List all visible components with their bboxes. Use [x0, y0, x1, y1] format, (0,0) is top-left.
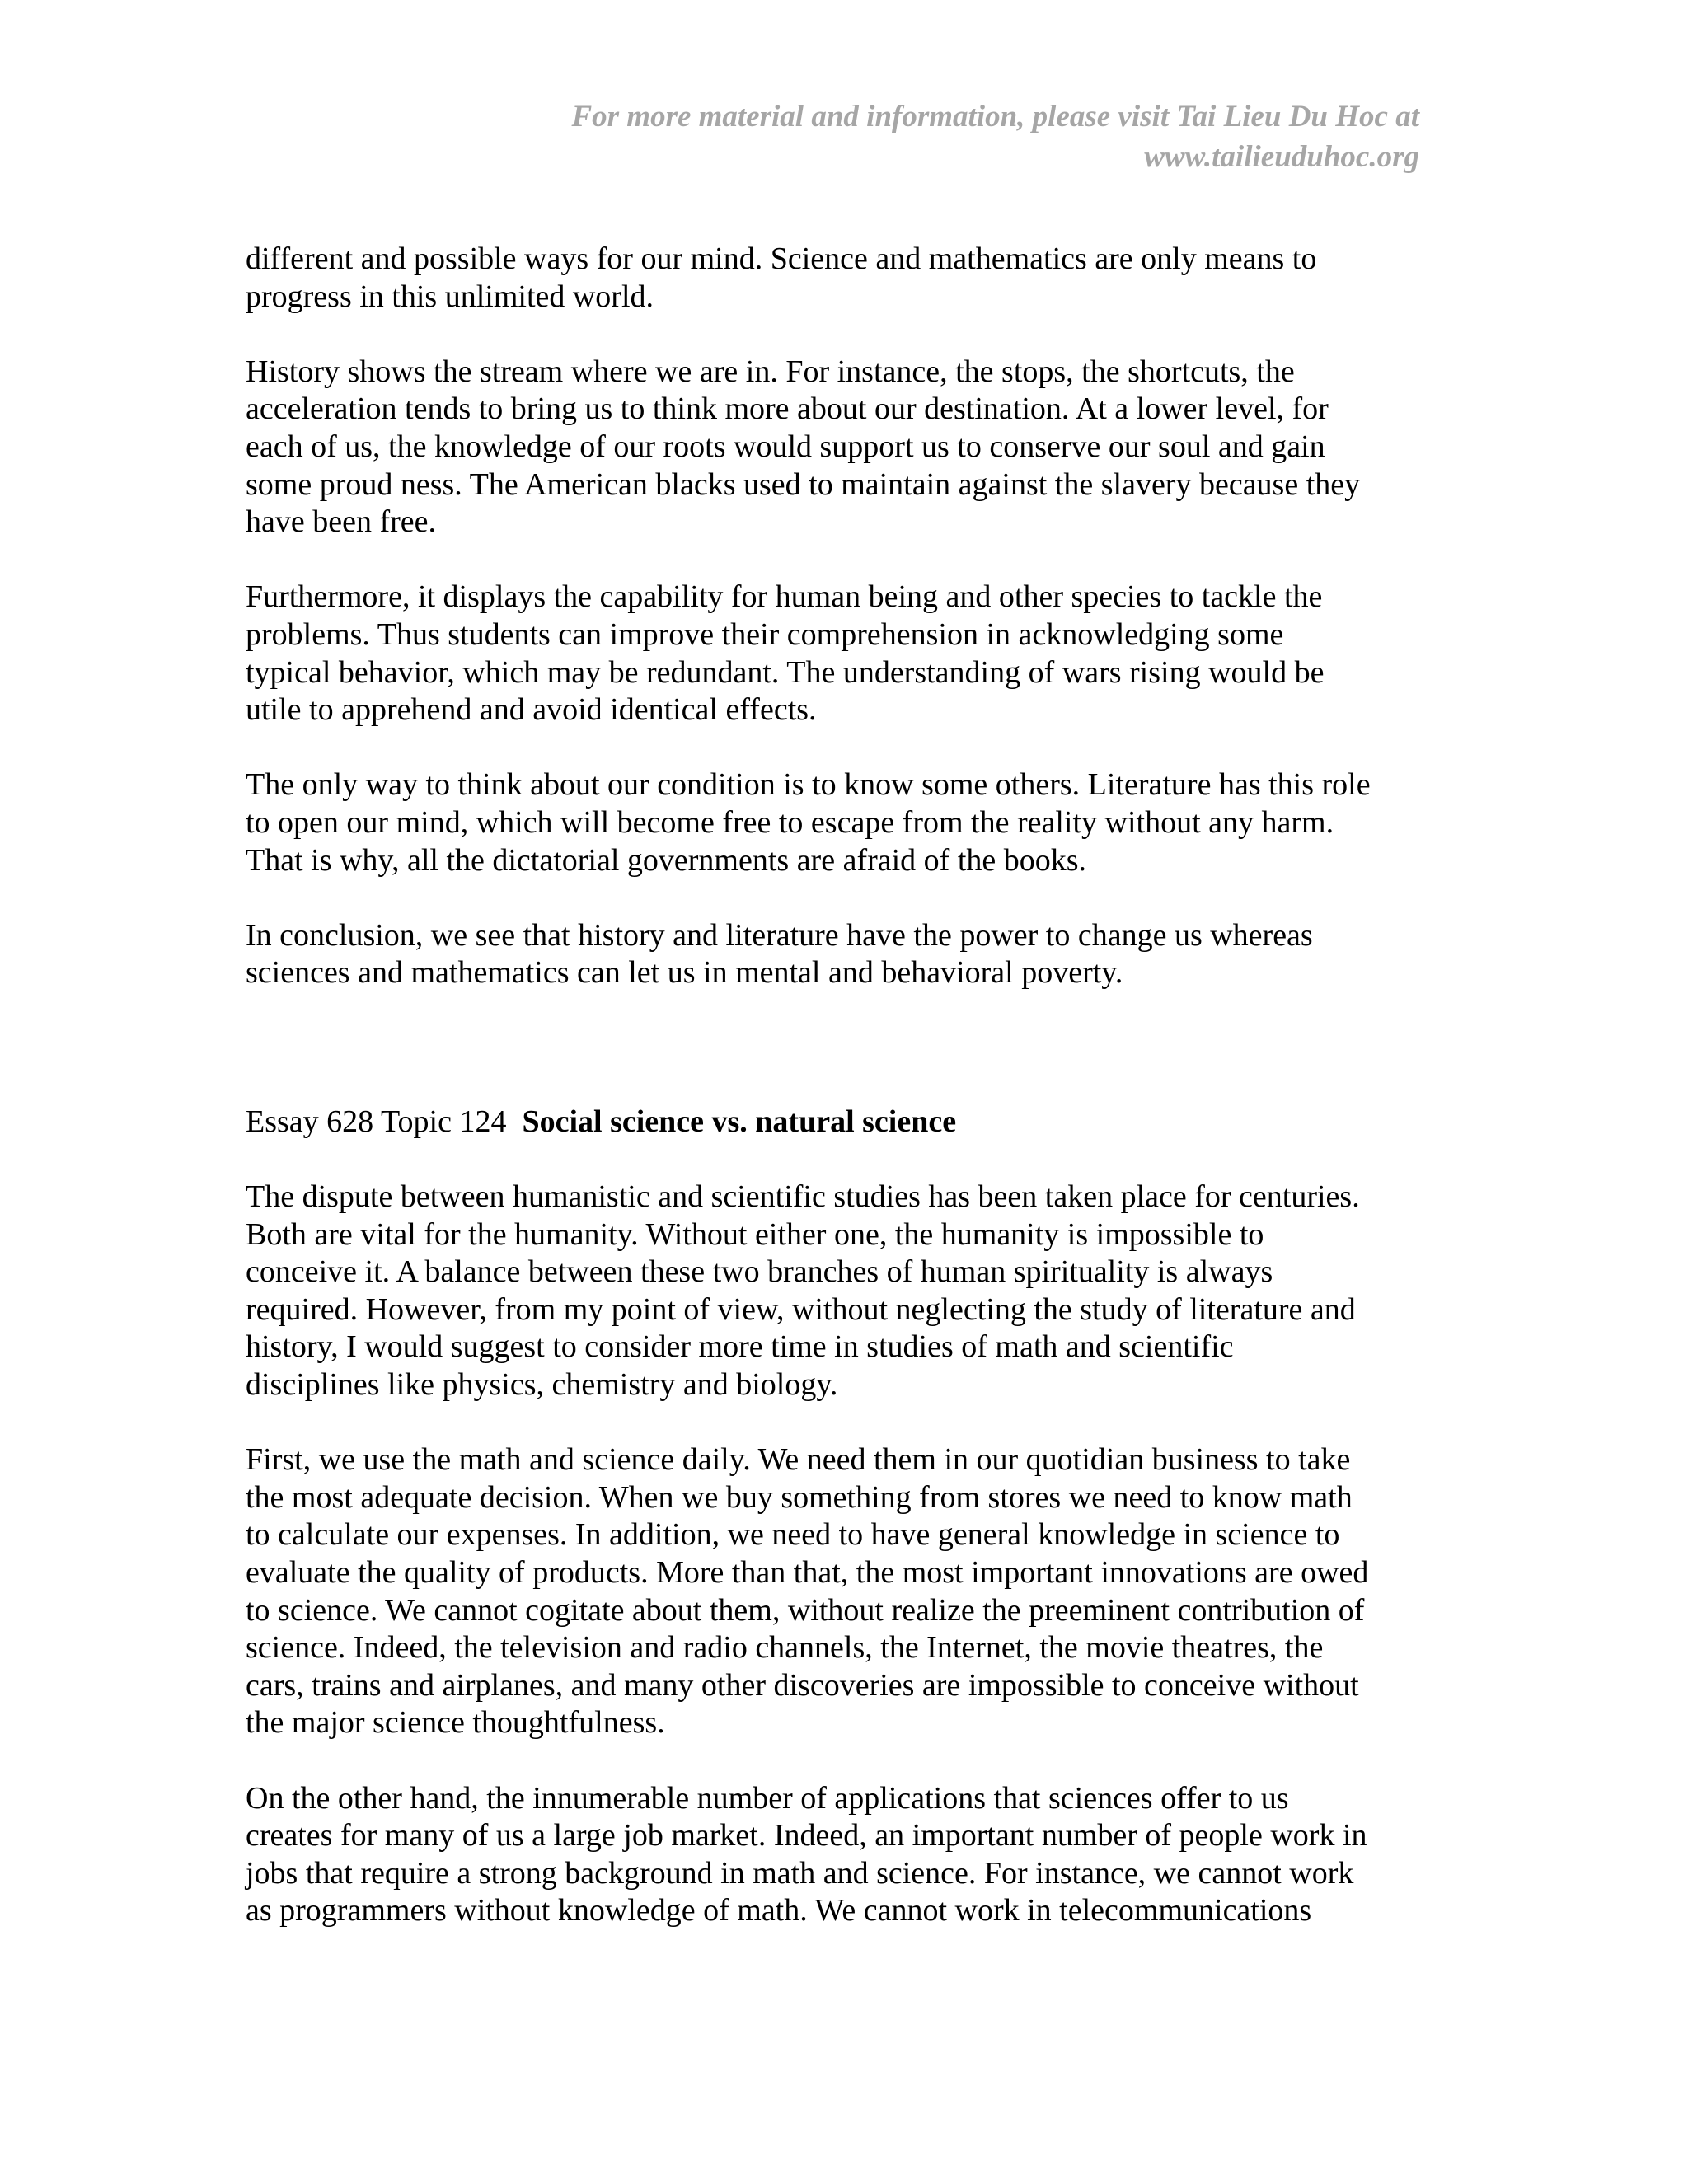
paragraph: [246, 766, 1441, 879]
paragraph-line: to science. We cannot cogitate about them, without realize the preeminent contribution of: [246, 1592, 1365, 1628]
paragraph-line: the most adequate decision. When we buy something from stores we need to know math: [246, 1479, 1353, 1515]
paragraph-line: have been free.: [246, 504, 437, 540]
document-body: [246, 241, 1441, 1968]
essay-heading: [246, 1104, 1441, 1141]
paragraph-line: typical behavior, which may be redundant. The understanding of wars rising would be: [246, 654, 1325, 690]
paragraph-line: each of us, the knowledge of our roots would support us to conserve our soul and gain: [246, 429, 1325, 464]
paragraph: [246, 1441, 1441, 1742]
paragraph-line: to calculate our expenses. In addition, we need to have general knowledge in science to: [246, 1517, 1340, 1553]
paragraph-line: conceive it. A balance between these two branches of human spirituality is always: [246, 1254, 1273, 1290]
paragraph-line: utile to apprehend and avoid identical effects.: [246, 692, 817, 728]
paragraph: [246, 1179, 1441, 1404]
essay-title: Social science vs. natural science: [522, 1104, 957, 1139]
paragraph: [246, 917, 1441, 992]
paragraph-line: The dispute between humanistic and scientific studies has been taken place for centuries.: [246, 1179, 1360, 1215]
essay-body: [246, 1179, 1441, 1930]
paragraph-line: cars, trains and airplanes, and many other discoveries are impossible to conceive without: [246, 1667, 1359, 1703]
paragraph-line: as programmers without knowledge of math. We cannot work in telecommunications: [246, 1893, 1312, 1929]
paragraph-line: evaluate the quality of products. More than that, the most important innovations are owed: [246, 1555, 1369, 1590]
paragraph: [246, 1780, 1441, 1930]
paragraph-line: history, I would suggest to consider more time in studies of math and scientific: [246, 1329, 1234, 1365]
paragraph-line: progress in this unlimited world.: [246, 279, 654, 314]
header-visit-text: For more material and information, please visit Tai Lieu Du Hoc at: [571, 100, 1419, 134]
paragraph-line: sciences and mathematics can let us in mental and behavioral poverty.: [246, 955, 1123, 991]
paragraph-line: Furthermore, it displays the capability for human being and other species to tackle the: [246, 579, 1323, 615]
paragraph-line: In conclusion, we see that history and literature have the power to change us whereas: [246, 917, 1313, 953]
paragraph-line: problems. Thus students can improve their comprehension in acknowledging some: [246, 616, 1284, 652]
header-url: www.tailieuduhoc.org: [1144, 140, 1419, 174]
paragraph-line: creates for many of us a large job market. Indeed, an important number of people work in: [246, 1818, 1367, 1854]
paragraph-line: disciplines like physics, chemistry and biology.: [246, 1367, 838, 1403]
essay-continuation: [246, 241, 1441, 992]
paragraph-line: science. Indeed, the television and radio channels, the Internet, the movie theatres, the: [246, 1630, 1324, 1666]
paragraph: [246, 354, 1441, 541]
paragraph-line: Both are vital for the humanity. Without either one, the humanity is impossible to: [246, 1216, 1264, 1252]
paragraph-line: some proud ness. The American blacks used to maintain against the slavery because they: [246, 466, 1361, 502]
paragraph-line: different and possible ways for our mind. Science and mathematics are only means to: [246, 241, 1317, 276]
page-header: [183, 96, 1419, 177]
essay-label: Essay 628 Topic 124: [246, 1104, 507, 1139]
paragraph-line: History shows the stream where we are in. For instance, the stops, the shortcuts, the: [246, 354, 1295, 389]
paragraph: [246, 241, 1441, 316]
paragraph-line: That is why, all the dictatorial governments are afraid of the books.: [246, 842, 1087, 878]
paragraph-line: The only way to think about our condition is to know some others. Literature has this role: [246, 767, 1371, 803]
paragraph-line: to open our mind, which will become free to escape from the reality without any harm.: [246, 804, 1334, 840]
paragraph: [246, 579, 1441, 729]
paragraph-line: jobs that require a strong background in math and science. For instance, we cannot work: [246, 1855, 1354, 1891]
paragraph-line: the major science thoughtfulness.: [246, 1705, 665, 1741]
paragraph-line: First, we use the math and science daily. We need them in our quotidian business to take: [246, 1442, 1351, 1478]
paragraph-line: required. However, from my point of view, without neglecting the study of literature and: [246, 1291, 1356, 1327]
paragraph-line: On the other hand, the innumerable number of applications that sciences offer to us: [246, 1780, 1289, 1816]
paragraph-line: acceleration tends to bring us to think more about our destination. At a lower level, for: [246, 391, 1329, 427]
